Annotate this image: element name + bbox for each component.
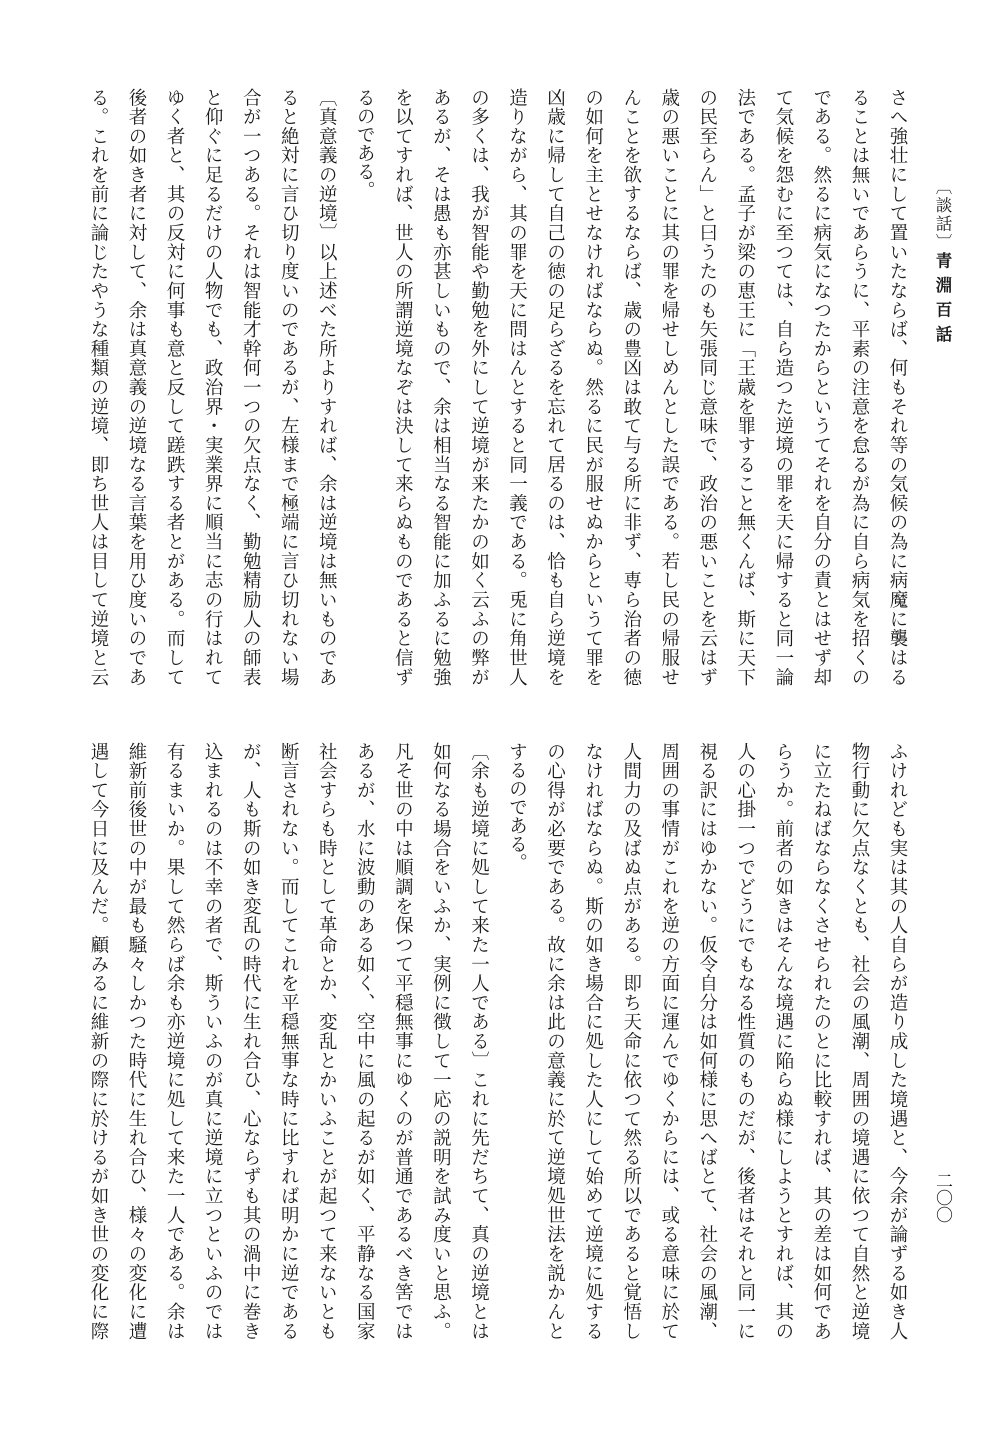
text-column: 社会すらも時として革命とか、変乱とかいふことが起つて来ないとも	[316, 742, 338, 1340]
text-column: 視る訳にはゆかない。仮令自分は如何様に思へばとて、社会の風潮、	[696, 742, 718, 1340]
text-column: 周囲の事情がこれを逆の方面に運んでゆくからには、或る意味に於て	[658, 742, 680, 1340]
text-column: ゆく者と、其の反対に何事も意と反して蹉跌する者とがある。而して	[164, 88, 186, 686]
text-column: の多くは、我が智能や勤勉を外にして逆境が来たかの如く云ふの弊が	[468, 88, 490, 686]
text-column: 合が一つある。それは智能才幹何一つの欠点なく、勤勉精励人の師表	[240, 88, 262, 686]
text-column: 歳の悪いことに其の罪を帰せしめんとした誤である。若し民の帰服せ	[658, 88, 680, 686]
text-column: 込まれるのは不幸の者で、斯ういふのが真に逆境に立つといふのでは	[202, 742, 224, 1340]
text-column: あるが、そは愚も亦甚しいもので、余は相当なる智能に加ふるに勉強	[430, 88, 452, 686]
text-column: 凶歳に帰して自己の徳の足らざるを忘れて居るのは、恰も自ら逆境を	[544, 88, 566, 686]
text-column: を以てすれば、世人の所謂逆境なぞは決して来らぬものであると信ず	[392, 88, 414, 686]
text-column: ることは無いであらうに、平素の注意を怠るが為に自ら病気を招くの	[849, 88, 870, 686]
text-column: である。然るに病気になつたからというてそれを自分の責とはせず却	[810, 88, 832, 686]
text-column: 人間力の及ばぬ点がある。即ち天命に依つて然る所以であると覚悟し	[620, 742, 642, 1340]
text-column: 有るまいか。果して然らば余も亦逆境に処して来た一人である。余は	[164, 742, 186, 1340]
text-column: あるが、水に波動のある如く、空中に風の起るが如く、平静なる国家	[354, 742, 376, 1340]
book-title: 青淵百話	[933, 252, 952, 350]
text-column: んことを欲するならば、歳の豊凶は敢て与る所に非ず、専ら治者の徳	[620, 88, 642, 686]
text-column: と仰ぐに足るだけの人物でも、政治界・実業界に順当に志の行はれて	[202, 88, 224, 686]
text-column: の心得が必要である。故に余は此の意義に於て逆境処世法を説かんと	[544, 742, 566, 1340]
text-column: 如何なる場合をいふか、実例に徴して一応の説明を試み度いと思ふ。	[430, 742, 452, 1340]
text-column: 〔余も逆境に処して来た一人である〕これに先だちて、真の逆境とは	[468, 742, 490, 1340]
text-column: するのである。	[506, 742, 528, 872]
text-column: 物行動に欠点なくとも、社会の風潮、周囲の境遇に依つて自然と逆境	[849, 742, 870, 1340]
text-column: 維新前後世の中が最も騒々しかつた時代に生れ合ひ、様々の変化に遭	[126, 742, 147, 1340]
text-column: さへ強壮にして置いたならば、何もそれ等の気候の為に病魔に襲はる	[887, 88, 908, 686]
text-column: 法である。孟子が梁の恵王に「王歳を罪すること無くんば、斯に天下	[734, 88, 756, 686]
text-column: ると絶対に言ひ切り度いのであるが、左様まで極端に言ひ切れない場	[278, 88, 300, 686]
text-column: の民至らん」と曰うたのも矢張同じ意味で、政治の悪いことを云はず	[696, 88, 718, 686]
text-column: の如何を主とせなければならぬ。然るに民が服せぬからというて罪を	[582, 88, 604, 686]
text-column: る。これを前に論じたやうな種類の逆境、即ち世人は目して逆境と云	[88, 88, 109, 686]
text-column: らうか。前者の如きはそんな境遇に陥らぬ様にしようとすれば、其の	[772, 742, 794, 1340]
page-number: 二〇〇	[932, 1172, 952, 1223]
text-column: なければならぬ。斯の如き場合に処した人にして始めて逆境に処する	[582, 742, 604, 1340]
text-column: 人の心掛一つでどうにでもなる性質のものだが、後者はそれと同一に	[734, 742, 756, 1340]
text-column: 造りながら、其の罪を天に問はんとすると同一義である。兎に角世人	[506, 88, 528, 686]
text-column: 凡そ世の中は順調を保つて平穏無事にゆくのが普通であるべき筈では	[392, 742, 414, 1340]
text-column: が、人も斯の如き変乱の時代に生れ合ひ、心ならずも其の渦中に巻き	[240, 742, 262, 1340]
text-column: ふけれども実は其の人自らが造り成した境遇と、今余が論ずる如き人	[887, 742, 908, 1340]
running-header	[932, 178, 952, 350]
text-column: て気候を怨むに至つては、自ら造つた逆境の罪を天に帰すると同一論	[772, 88, 794, 686]
text-column: 〔真意義の逆境〕以上述べた所よりすれば、余は逆境は無いものであ	[316, 88, 338, 686]
text-column: るのである。	[354, 88, 376, 199]
text-column: 後者の如き者に対して、余は真意義の逆境なる言葉を用ひ度いのであ	[126, 88, 147, 686]
text-column: 断言されない。而してこれを平穏無事な時に比すれば明かに逆である	[278, 742, 300, 1340]
text-column: に立たねばならなくさせられたのとに比較すれば、其の差は如何であ	[810, 742, 832, 1340]
section-label: 〔談話〕	[933, 178, 952, 252]
text-column: 遇して今日に及んだ。顧みるに維新の際に於けるが如き世の変化に際	[88, 742, 109, 1340]
